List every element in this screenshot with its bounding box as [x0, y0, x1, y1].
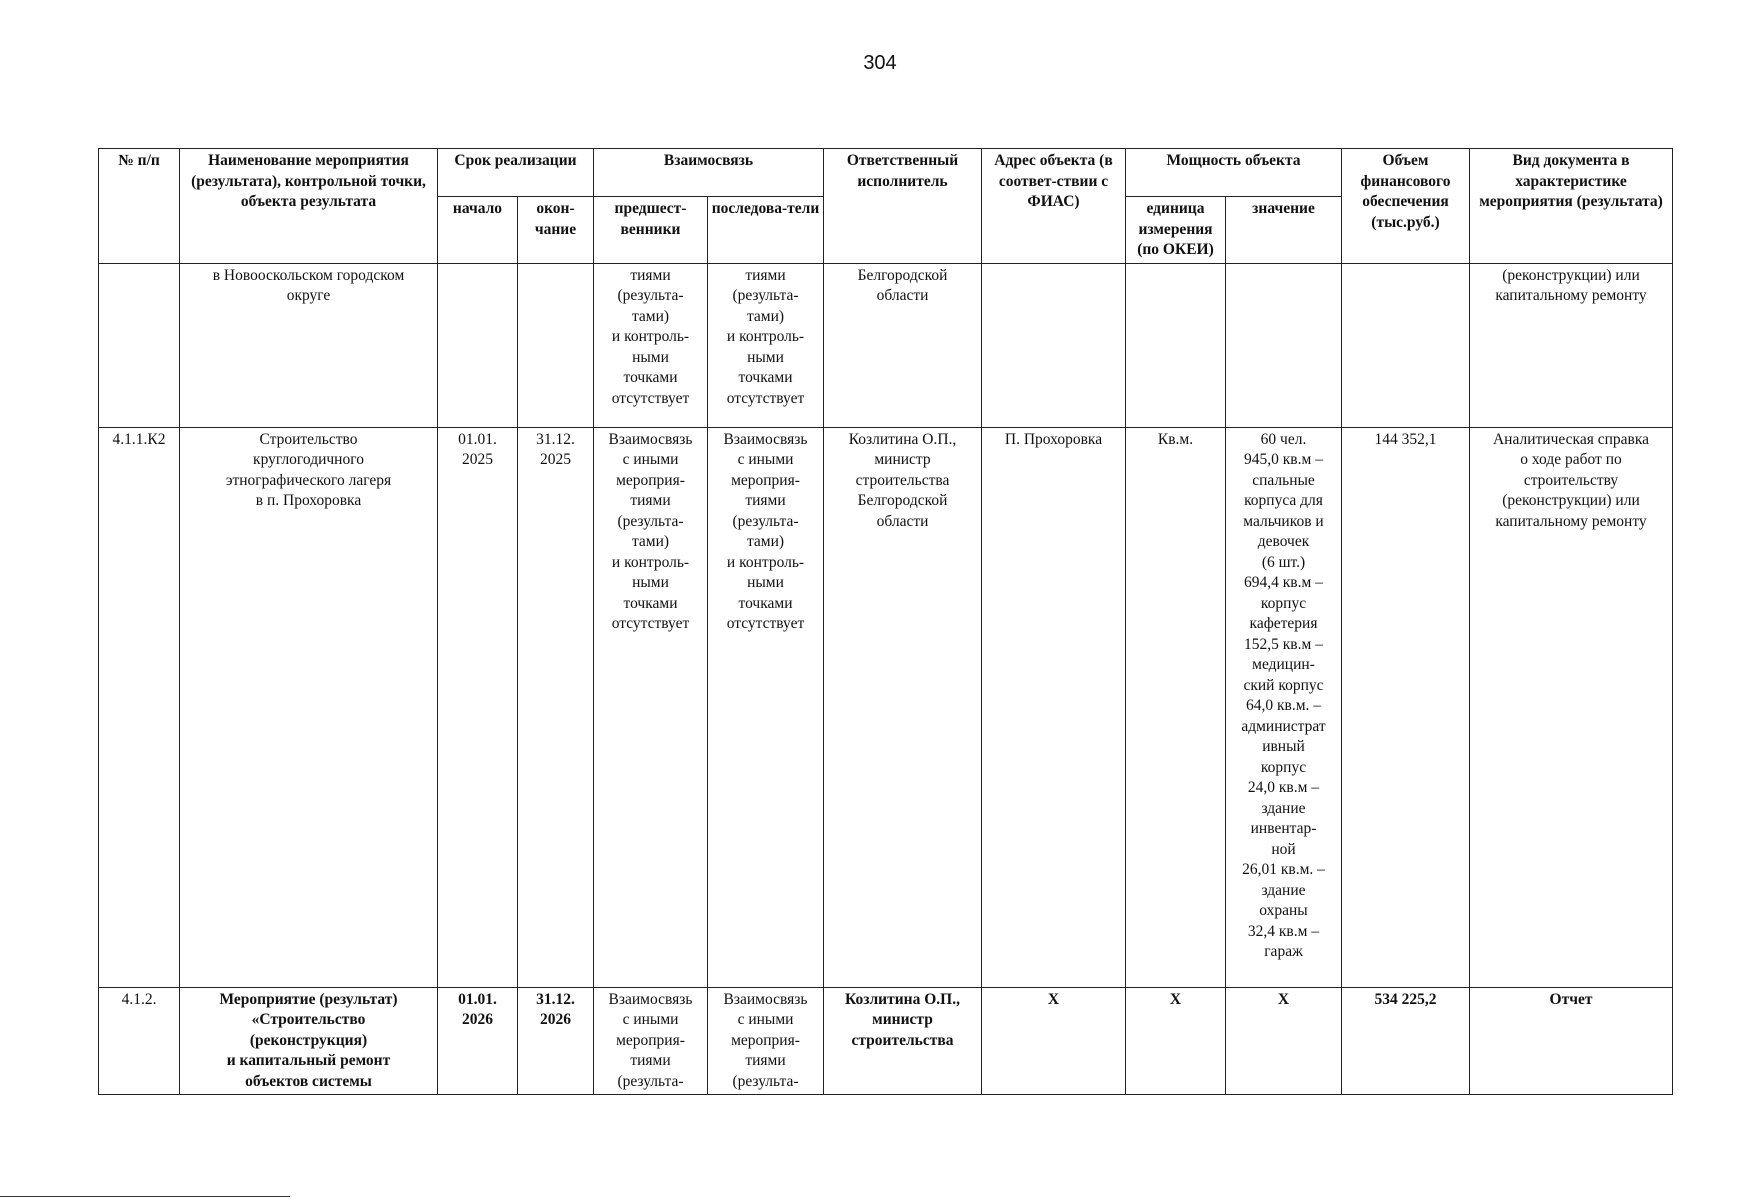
cell-prev [594, 427, 708, 987]
cell-line: 945,0 кв.м – [1244, 451, 1323, 468]
cell-prev [594, 263, 708, 427]
cell-line: Х [1277, 990, 1290, 1008]
cell-line: тиями [745, 492, 786, 509]
cell-line: и контроль- [611, 553, 690, 571]
cell-unit: Х [1126, 987, 1226, 1095]
cell-line: мероприя- [731, 1031, 800, 1049]
cell-end [518, 263, 594, 427]
cell-line: капитальному ремонту [1495, 512, 1647, 530]
cell-line: отсутствует [611, 389, 690, 407]
cell-line: девочек [1257, 533, 1310, 550]
cell-line: и контроль- [611, 328, 690, 345]
page-number: 304 [863, 52, 897, 74]
header-finance: Объем финансового обеспечения (тыс.руб.) [1342, 149, 1470, 264]
cell-line: капитальному ремонту [1495, 287, 1647, 304]
cell-line: ными [747, 574, 784, 591]
cell-line: с иными [737, 451, 794, 468]
cell-line: 2026 [540, 1011, 571, 1028]
cell-next [708, 427, 824, 987]
header-value: значение [1226, 197, 1342, 264]
cell-line: 31.12. [536, 430, 575, 448]
cell-finance: 534 225,2 [1342, 987, 1470, 1095]
cell-line: тиями [630, 492, 671, 509]
cell-line: медицин- [1252, 656, 1315, 673]
cell-next [708, 987, 824, 1095]
cell-line: ными [747, 348, 784, 366]
cell-line: в п. Прохоровка [255, 492, 362, 509]
cell-line: объектов системы [245, 1072, 372, 1090]
cell-line: отсутствует [726, 389, 805, 407]
cell-end [518, 987, 594, 1095]
cell-line: 2025 [540, 451, 571, 468]
cell-line: тиями [745, 266, 786, 284]
cell-num: 4.1.1.К2 [99, 427, 180, 987]
cell-line: 26,01 кв.м. – [1242, 861, 1325, 878]
cell-line: 2026 [462, 1011, 493, 1028]
cell-value [1226, 263, 1342, 427]
cell-line: (результа- [617, 512, 684, 530]
cell-line: министр [874, 451, 931, 468]
cell-line: «Строительство [251, 1011, 366, 1028]
cell-line: ными [632, 574, 669, 591]
cell-line: отсутствует [726, 615, 805, 632]
cell-prev [594, 987, 708, 1095]
header-doc-type: Вид документа в характеристике мероприятия (результата) [1470, 149, 1673, 264]
cell-finance [1342, 263, 1470, 427]
cell-line: (реконструкция) [249, 1031, 368, 1049]
cell-line: строительству [1523, 471, 1619, 489]
header-row-1 [99, 149, 1673, 197]
cell-line: с иными [622, 451, 679, 468]
cell-line: точками [623, 369, 678, 386]
cell-line: точками [738, 369, 793, 386]
cell-line: точками [623, 594, 678, 612]
cell-line: тами) [746, 533, 785, 550]
cell-line: в Новооскольском городском [212, 266, 405, 284]
cell-line: корпус [1260, 594, 1307, 612]
cell-line: Строительство [259, 430, 358, 448]
cell-line: Козлитина О.П., [845, 990, 960, 1008]
cell-line: (6 шт.) [1261, 553, 1306, 571]
cell-line: тами) [631, 307, 670, 325]
table-row [99, 987, 1673, 1095]
cell-end [518, 427, 594, 987]
cell-line: корпус [1260, 758, 1307, 776]
cell-next [708, 263, 824, 427]
cell-line: отсутствует [611, 615, 690, 632]
cell-line: и контроль- [726, 553, 805, 571]
cell-line: ский корпус [1243, 676, 1324, 694]
cell-num [99, 263, 180, 427]
table-row [99, 263, 1673, 427]
cell-line: (реконструкции) или [1502, 492, 1640, 509]
cell-line: здание [1261, 881, 1306, 899]
cell-line: 60 чел. [1260, 430, 1307, 448]
header-relation-prev: предшест-венники [594, 197, 708, 264]
cell-line: ивный [1262, 738, 1305, 755]
cell-line: администрат [1241, 717, 1326, 735]
table-row [99, 427, 1673, 987]
cell-unit [1126, 263, 1226, 427]
activities-table [98, 148, 1673, 1095]
cell-line: (реконструкции) или [1502, 266, 1640, 284]
cell-line: с иными [622, 1011, 679, 1028]
header-num: № п/п [99, 149, 180, 264]
cell-line: круглогодичного [253, 451, 364, 468]
cell-value [1226, 427, 1342, 987]
header-capacity: Мощность объекта [1126, 149, 1342, 197]
cell-line: тами) [746, 307, 785, 325]
header-term: Срок реализации [438, 149, 594, 197]
cell-line: Взаимосвязь [723, 990, 808, 1008]
cell-line: (результа- [732, 1072, 799, 1090]
cell-line: инвентар- [1250, 820, 1317, 837]
cell-line: 31.12. [536, 990, 575, 1008]
cell-name [180, 987, 438, 1095]
header-term-start: начало [438, 197, 518, 264]
cell-line: 64,0 кв.м. – [1245, 697, 1322, 714]
cell-line: министр [872, 1011, 933, 1028]
cell-line: охраны [1259, 902, 1308, 919]
cell-start [438, 263, 518, 427]
cell-line: Взаимосвязь [723, 430, 808, 448]
cell-line: 2025 [462, 451, 493, 468]
header-name: Наименование мероприятия (результата), контрольной точки, объекта результата [180, 149, 438, 264]
cell-name [180, 263, 438, 427]
cell-line: Белгородской [857, 492, 948, 509]
cell-line: и капитальный ремонт [226, 1052, 391, 1069]
cell-line: строительства [855, 471, 950, 489]
cell-line: 01.01. [458, 430, 497, 448]
cell-line: мероприя- [731, 471, 800, 489]
header-address: Адрес объекта (в соответ-ствии с ФИАС) [982, 149, 1126, 264]
cell-line: мероприя- [616, 471, 685, 489]
header-unit: единица измерения (по ОКЕИ) [1126, 197, 1226, 264]
cell-line: Белгородской [857, 266, 948, 284]
cell-address: Х [982, 987, 1126, 1095]
cell-line: мероприя- [616, 1031, 685, 1049]
cell-line: округе [286, 287, 331, 304]
cell-line: (результа- [617, 1072, 684, 1090]
cell-line: этнографического лагеря [225, 471, 392, 489]
cell-line: здание [1261, 799, 1306, 817]
cell-line: корпуса для [1244, 492, 1323, 509]
cell-line: о ходе работ по [1520, 451, 1622, 468]
cell-line: мальчиков и [1243, 512, 1324, 530]
cell-address: П. Прохоровка [982, 427, 1126, 987]
cell-line: (результа- [617, 287, 684, 304]
cell-line: 01.01. [458, 990, 497, 1008]
cell-line: тиями [630, 266, 671, 284]
cell-line: ной [1271, 840, 1296, 858]
cell-line: Отчет [1549, 990, 1593, 1008]
header-relation: Взаимосвязь [594, 149, 824, 197]
cell-line: тиями [630, 1052, 671, 1069]
cell-line: (результа- [732, 512, 799, 530]
cell-line: спальные [1252, 471, 1315, 489]
cell-executor [824, 427, 982, 987]
cell-value [1226, 987, 1342, 1095]
cell-line: 24,0 кв.м – [1247, 779, 1320, 796]
cell-doc [1470, 263, 1673, 427]
cell-line: точками [738, 594, 793, 612]
cell-doc [1470, 987, 1673, 1095]
cell-line: с иными [737, 1011, 794, 1028]
cell-line: тами) [631, 533, 670, 550]
cell-line: строительства [851, 1031, 954, 1049]
cell-name [180, 427, 438, 987]
cell-start [438, 427, 518, 987]
cell-line: 694,4 кв.м – [1244, 574, 1323, 591]
cell-line: ными [632, 348, 669, 366]
cell-executor [824, 263, 982, 427]
cell-line: 32,4 кв.м – [1247, 922, 1320, 940]
cell-line: Взаимосвязь [608, 990, 693, 1008]
cell-unit: Кв.м. [1126, 427, 1226, 987]
cell-line: Козлитина О.П., [848, 430, 957, 448]
cell-line: области [876, 287, 929, 304]
cell-line: (результа- [732, 287, 799, 304]
cell-start [438, 987, 518, 1095]
cell-line: тиями [745, 1052, 786, 1069]
cell-line: 152,5 кв.м – [1244, 635, 1323, 653]
cell-num: 4.1.2. [99, 987, 180, 1095]
cell-line: области [876, 512, 929, 530]
cell-line: кафетерия [1249, 615, 1318, 632]
header-relation-next: последова-тели [708, 197, 824, 264]
cell-address [982, 263, 1126, 427]
cell-doc [1470, 427, 1673, 987]
cell-line: Взаимосвязь [608, 430, 693, 448]
cell-line: Аналитическая справка [1492, 430, 1650, 448]
footer-rule [0, 1196, 290, 1197]
header-term-end: окон-чание [518, 197, 594, 264]
cell-line: Мероприятие (результат) [219, 990, 398, 1008]
cell-executor [824, 987, 982, 1095]
cell-line: гараж [1264, 943, 1303, 960]
header-executor: Ответственный исполнитель [824, 149, 982, 264]
cell-line: и контроль- [726, 328, 805, 345]
cell-finance: 144 352,1 [1342, 427, 1470, 987]
